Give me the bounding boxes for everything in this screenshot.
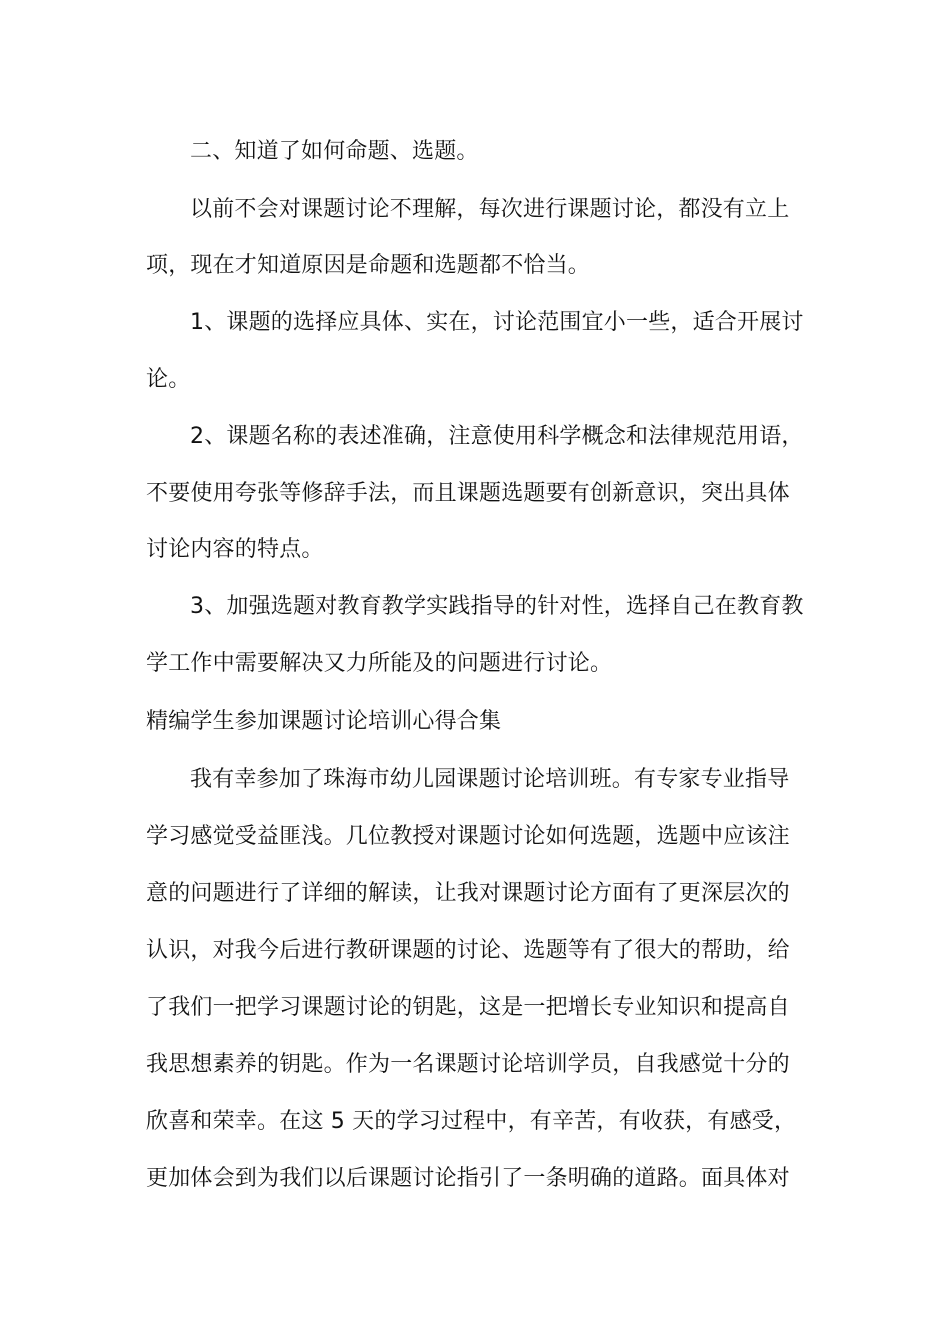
- paragraph-line: 更加体会到为我们以后课题讨论指引了一条明确的道路。面具体对: [146, 1166, 790, 1191]
- document-title: 精编学生参加课题讨论培训心得合集: [146, 709, 502, 734]
- paragraph-line: 意的问题进行了详细的解读，让我对课题讨论方面有了更深层次的: [146, 881, 790, 906]
- list-item-3-line: 学工作中需要解决又力所能及的问题进行讨论。: [146, 651, 613, 676]
- paragraph-line: 认识，对我今后进行教研课题的讨论、选题等有了很大的帮助，给: [146, 938, 790, 963]
- paragraph-line: 欣喜和荣幸。在这 5 天的学习过程中，有辛苦，有收获，有感受，: [146, 1109, 797, 1134]
- list-item-1-line: 1、课题的选择应具体、实在，讨论范围宜小一些，适合开展讨: [190, 310, 804, 335]
- list-item-1-line: 论。: [146, 367, 191, 392]
- paragraph-line: 以前不会对课题讨论不理解，每次进行课题讨论，都没有立上: [190, 197, 790, 222]
- list-item-2-line: 讨论内容的特点。: [146, 537, 324, 562]
- paragraph-line: 了我们一把学习课题讨论的钥匙，这是一把增长专业知识和提高自: [146, 995, 790, 1020]
- list-item-2-line: 不要使用夸张等修辞手法，而且课题选题要有创新意识，突出具体: [146, 481, 790, 506]
- paragraph-line: 我思想素养的钥匙。作为一名课题讨论培训学员，自我感觉十分的: [146, 1052, 790, 1077]
- list-item-2-line: 2、课题名称的表述准确，注意使用科学概念和法律规范用语，: [190, 424, 804, 449]
- list-item-3-line: 3、加强选题对教育教学实践指导的针对性，选择自己在教育教: [190, 594, 804, 619]
- paragraph-line: 我有幸参加了珠海市幼儿园课题讨论培训班。有专家专业指导: [190, 767, 790, 792]
- section-heading: 二、知道了如何命题、选题。: [190, 139, 479, 164]
- paragraph-line: 项，现在才知道原因是命题和选题都不恰当。: [146, 253, 591, 278]
- paragraph-line: 学习感觉受益匪浅。几位教授对课题讨论如何选题，选题中应该注: [146, 824, 790, 849]
